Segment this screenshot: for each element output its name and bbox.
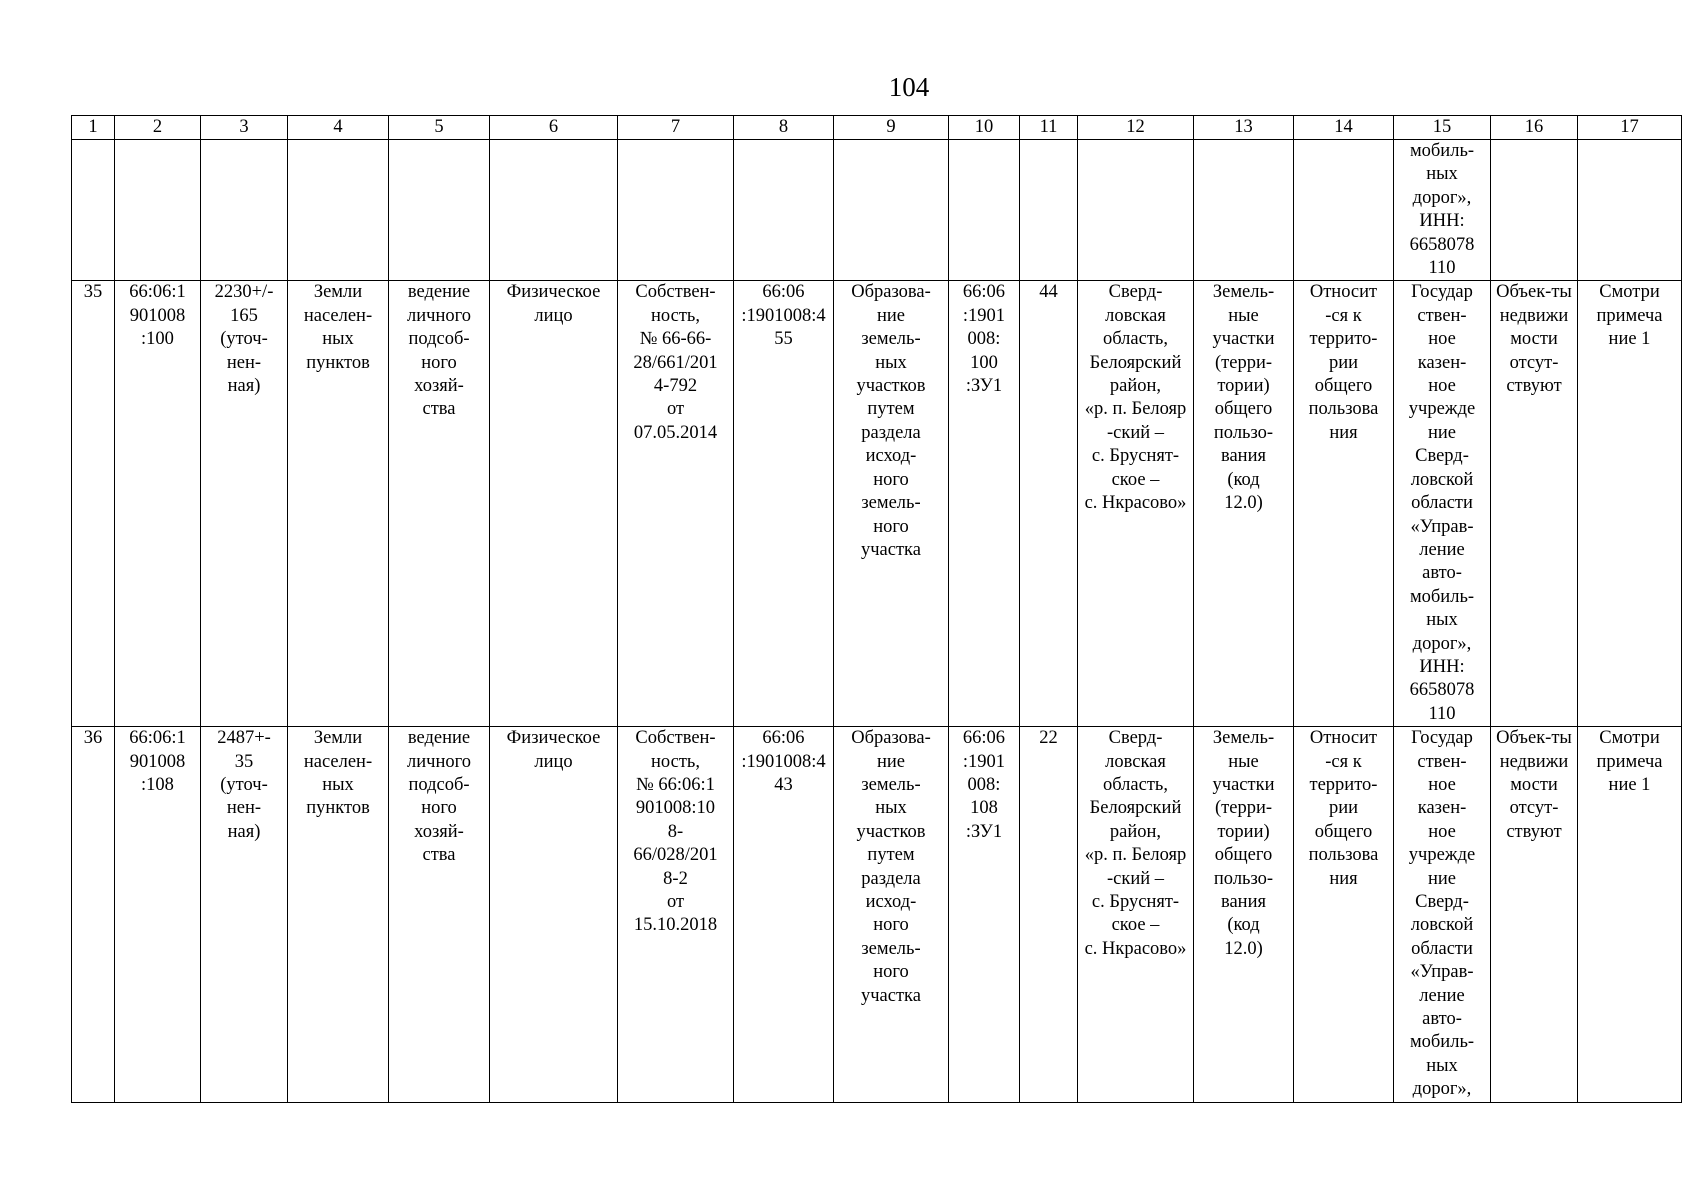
note-cell: Смотри примеча ние 1 <box>1578 727 1682 1103</box>
column-number: 15 <box>1394 116 1491 140</box>
column-number: 9 <box>834 116 949 140</box>
formation-method-cell: Образова- ние земель- ных участков путем раздела исход- ного земель- ного участка <box>834 727 949 1103</box>
rightholder-cell: мобиль- ных дорог», ИНН: 6658078 110 <box>1394 140 1491 281</box>
empty-cell <box>734 140 834 281</box>
empty-cell <box>834 140 949 281</box>
column-numbers-row <box>72 116 1682 140</box>
new-permitted-use-cell: Земель- ные участки (терри- тории) общего пользо- вания (код 12.0) <box>1194 281 1294 727</box>
empty-cell <box>389 140 490 281</box>
new-area-cell: 44 <box>1020 281 1078 727</box>
empty-cell <box>1294 140 1394 281</box>
column-number: 7 <box>618 116 734 140</box>
territory-cell: Относит -ся к террито- рии общего пользова ния <box>1294 281 1394 727</box>
rightholder-cell: Государ ствен- ное казен- ное учрежде ние Сверд- ловской области «Управ- ление авто- мобиль- ных дорог», ИНН: 6658078 110 <box>1394 281 1491 727</box>
rightholder-cell: Государ ствен- ное казен- ное учрежде ние Сверд- ловской области «Управ- ление авто- мобиль- ных дорог», <box>1394 727 1491 1103</box>
empty-cell <box>618 140 734 281</box>
column-number: 5 <box>389 116 490 140</box>
permitted-use-cell: ведение личного подсоб- ного хозяй- ства <box>389 727 490 1103</box>
owner-cell: Физическое лицо <box>490 727 618 1103</box>
new-area-cell: 22 <box>1020 727 1078 1103</box>
area-cell: 2230+/- 165 (уточ- нен- ная) <box>201 281 288 727</box>
table-row <box>72 281 1682 727</box>
column-number: 3 <box>201 116 288 140</box>
empty-cell <box>490 140 618 281</box>
source-plot-cell: 66:06 :1901008:4 55 <box>734 281 834 727</box>
column-number: 16 <box>1491 116 1578 140</box>
formation-method-cell: Образова- ние земель- ных участков путем раздела исход- ного земель- ного участка <box>834 281 949 727</box>
permitted-use-cell: ведение личного подсоб- ного хозяй- ства <box>389 281 490 727</box>
column-number: 8 <box>734 116 834 140</box>
empty-cell <box>1020 140 1078 281</box>
column-number: 10 <box>949 116 1020 140</box>
real-estate-cell: Объек-ты недвижи мости отсут- ствуют <box>1491 727 1578 1103</box>
empty-cell <box>949 140 1020 281</box>
row-number-cell: 36 <box>72 727 115 1103</box>
right-type-cell: Собствен- ность, № 66:06:1 901008:10 8- 66/028/201 8-2 от 15.10.2018 <box>618 727 734 1103</box>
note-cell: Смотри примеча ние 1 <box>1578 281 1682 727</box>
column-number: 4 <box>288 116 389 140</box>
empty-cell <box>1194 140 1294 281</box>
column-number: 11 <box>1020 116 1078 140</box>
new-plot-designation-cell: 66:06 :1901 008: 108 :ЗУ1 <box>949 727 1020 1103</box>
column-number: 2 <box>115 116 201 140</box>
source-plot-cell: 66:06 :1901008:4 43 <box>734 727 834 1103</box>
column-number: 12 <box>1078 116 1194 140</box>
continuation-row <box>72 140 1682 281</box>
empty-cell <box>1491 140 1578 281</box>
address-cell: Сверд- ловская область, Белоярский район, «р. п. Белояр -ский – с. Бруснят- ское – с. Нкрасово» <box>1078 281 1194 727</box>
column-number: 1 <box>72 116 115 140</box>
area-cell: 2487+- 35 (уточ- нен- ная) <box>201 727 288 1103</box>
land-plots-table <box>71 115 1682 1103</box>
empty-cell <box>201 140 288 281</box>
row-number-cell: 35 <box>72 281 115 727</box>
column-number: 13 <box>1194 116 1294 140</box>
land-category-cell: Земли населен- ных пунктов <box>288 727 389 1103</box>
table-row <box>72 727 1682 1103</box>
owner-cell: Физическое лицо <box>490 281 618 727</box>
empty-cell <box>72 140 115 281</box>
column-number: 17 <box>1578 116 1682 140</box>
column-number: 6 <box>490 116 618 140</box>
column-number: 14 <box>1294 116 1394 140</box>
territory-cell: Относит -ся к террито- рии общего пользова ния <box>1294 727 1394 1103</box>
empty-cell <box>1578 140 1682 281</box>
address-cell: Сверд- ловская область, Белоярский район, «р. п. Белояр -ский – с. Бруснят- ское – с. Нкрасово» <box>1078 727 1194 1103</box>
empty-cell <box>1078 140 1194 281</box>
cadastral-number-cell: 66:06:1 901008 :108 <box>115 727 201 1103</box>
empty-cell <box>115 140 201 281</box>
land-category-cell: Земли населен- ных пунктов <box>288 281 389 727</box>
new-plot-designation-cell: 66:06 :1901 008: 100 :ЗУ1 <box>949 281 1020 727</box>
real-estate-cell: Объек-ты недвижи мости отсут- ствуют <box>1491 281 1578 727</box>
page-number: 104 <box>888 72 930 102</box>
cadastral-number-cell: 66:06:1 901008 :100 <box>115 281 201 727</box>
empty-cell <box>288 140 389 281</box>
new-permitted-use-cell: Земель- ные участки (терри- тории) общего пользо- вания (код 12.0) <box>1194 727 1294 1103</box>
right-type-cell: Собствен- ность, № 66-66- 28/661/201 4-792 от 07.05.2014 <box>618 281 734 727</box>
